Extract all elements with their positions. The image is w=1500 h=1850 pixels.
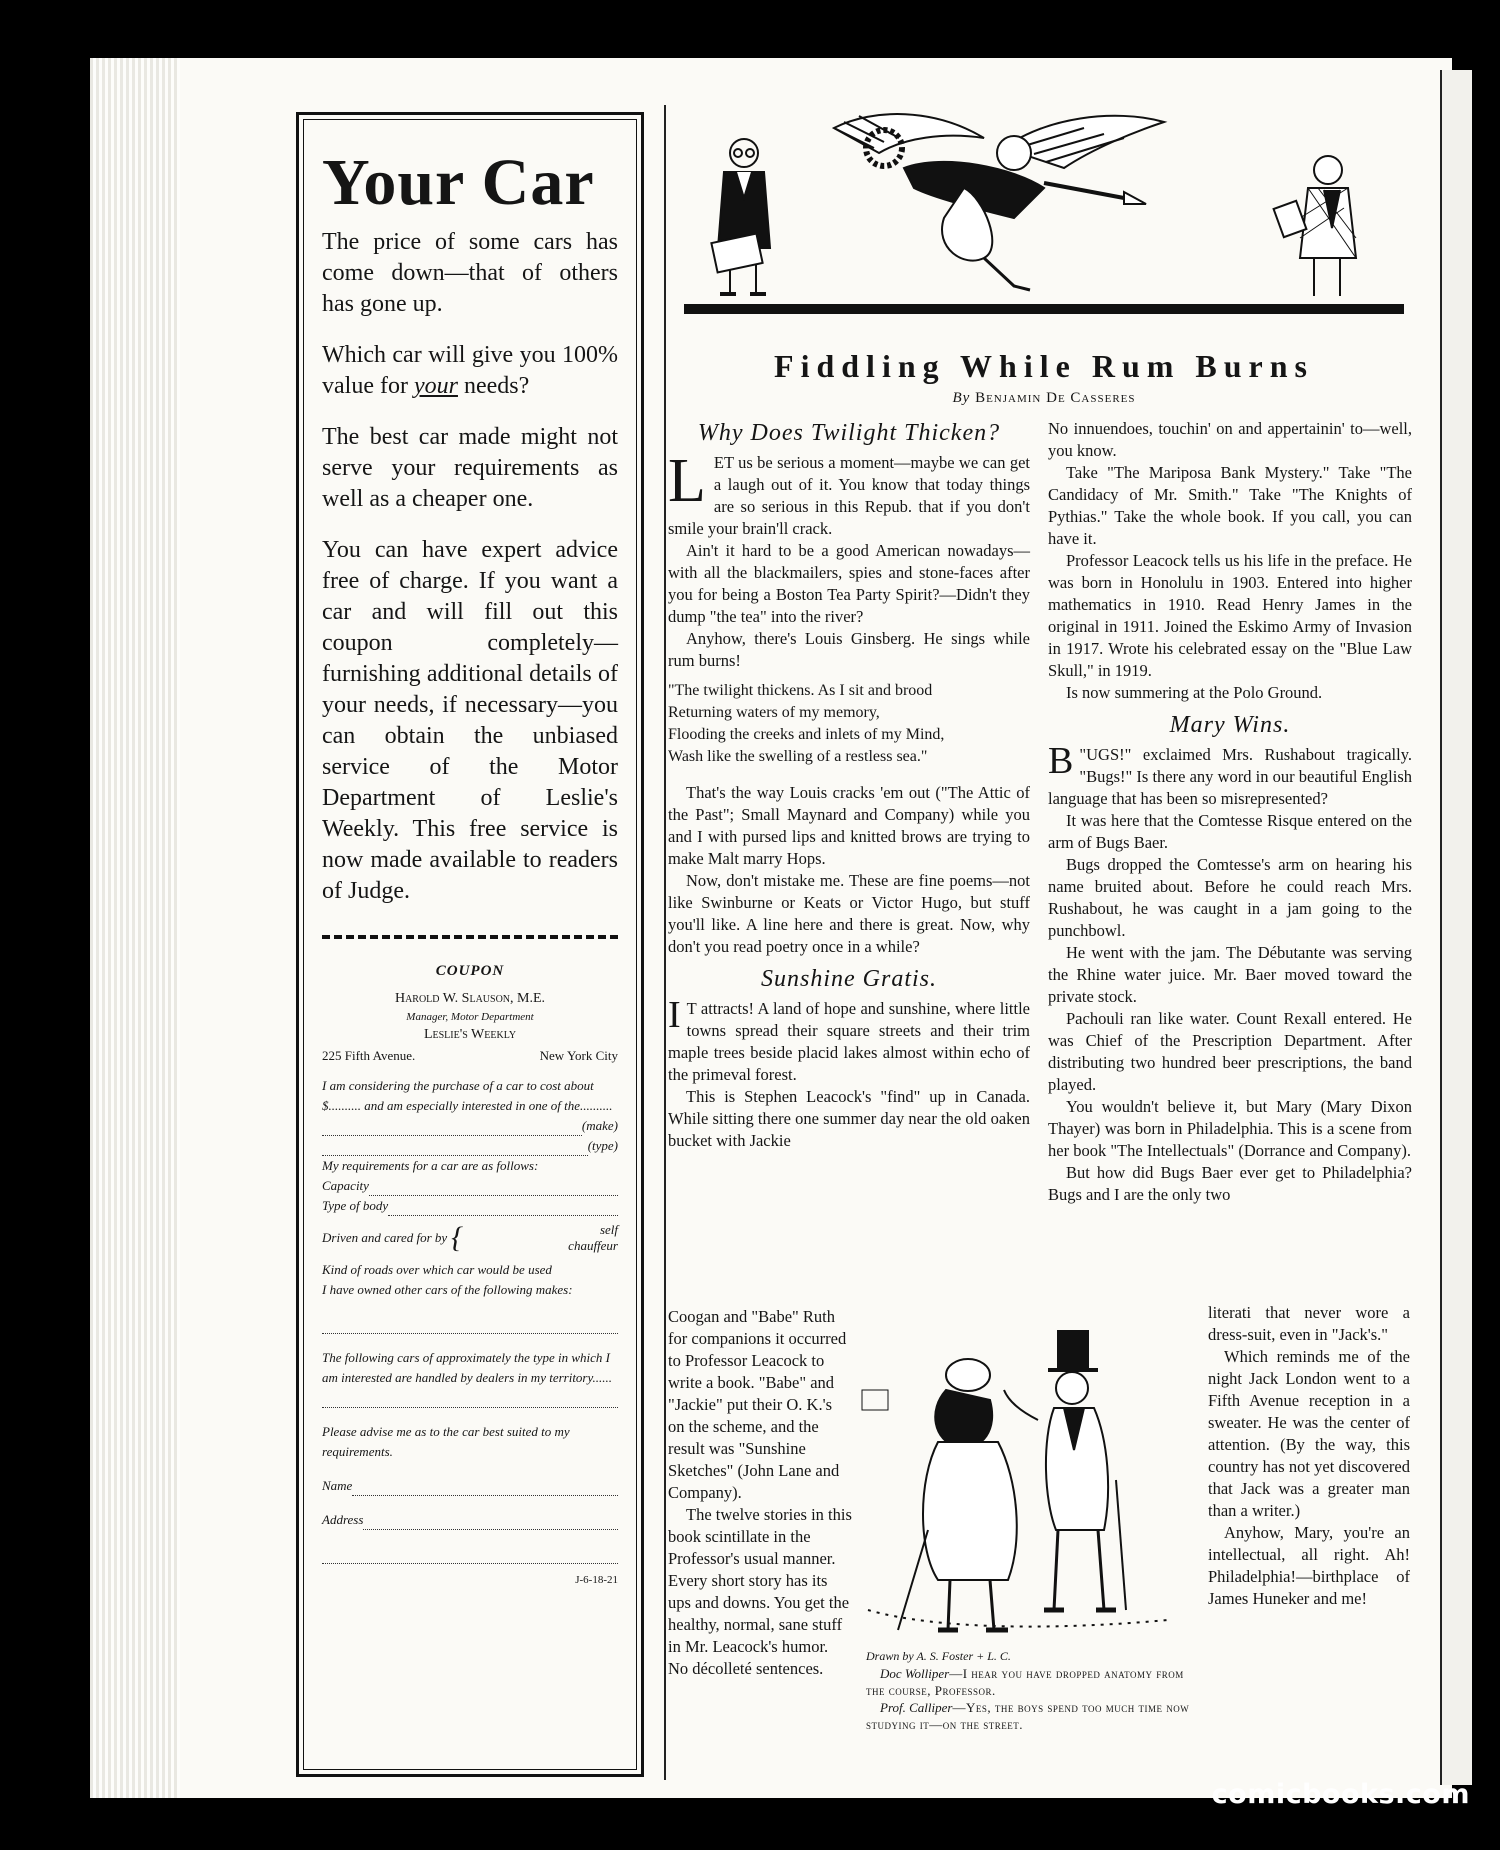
article-title: Fiddling While Rum Burns (774, 348, 1314, 384)
poem-quote: "The twilight thickens. As I sit and brood Returning waters of my memory, Flooding the creeks and inlets of my Mind, Wash like the swelling of a restless sea." (668, 682, 945, 765)
paragraph: Anyhow, there's Louis Ginsberg. He sings while rum burns! (668, 629, 1030, 670)
coupon-heading: COUPON (435, 963, 505, 980)
article-column-right (1048, 418, 1412, 1206)
section-heading-twilight: Why Does Twilight Thicken? (697, 420, 1001, 446)
caption-line-1: Doc Wolliper—I hear you have dropped anatomy from the course, Professor. (866, 1666, 1184, 1698)
coupon-address-line: Address (322, 1510, 618, 1530)
paragraph: That's the way Louis cracks 'em out ("The Attic of the Past"; Small Maynard and Company) while you and I with pursed lips and knitted brows are trying to make Malt marry Hops. (668, 783, 1030, 868)
coupon-requirements: My requirements for a car are as follows: (322, 1158, 539, 1174)
ad-paragraph-4: You can have expert advice free of charge. If you want a car and will fill out this coupon completely—furnishing additional details of your needs, if necessary—you can obtain the unbiased service of the Motor Department of Leslie's Weekly. This free service is now made available to readers of Judge. (322, 537, 618, 905)
watermark: comicbooks.com (1211, 1779, 1470, 1810)
paragraph: It was here that the Comtesse Risque entered on the arm of Bugs Baer. (1048, 811, 1412, 852)
paragraph: Bugs dropped the Comtesse's arm on hearing his name bruited about. Before he could reach Mrs. Rushabout, he was caught in a jam going to the punchbowl. (1048, 855, 1412, 940)
article-column-left-narrow (668, 1306, 852, 1680)
coupon-blank-line (322, 1388, 618, 1408)
paragraph: No innuendoes, touchin' on and appertainin' to—well, you know. (1048, 419, 1412, 460)
cartoon-caption (866, 1648, 1200, 1733)
coupon-line-purchase: I am considering the purchase of a car to cost about $.......... and am especially interested in one of the.......... (322, 1078, 613, 1114)
coupon-addressee: Harold W. Slauson, M.E. Manager, Motor Department Leslie's Weekly (394, 991, 546, 1043)
coupon-code: J-6-18-21 (575, 1574, 618, 1587)
section-heading-sunshine: Sunshine Gratis. (760, 966, 937, 992)
paragraph: " B UGS!" exclaimed Mrs. Rushabout tragically. "Bugs!" Is there any word in our beautiful English language that has been so misrepresented? (1048, 740, 1412, 808)
next-page-edge (1440, 70, 1472, 1785)
paragraph: Professor Leacock tells us his life in the preface. He was born in Honolulu in 1903. Entered into higher mathematics in 1910. Read Henry James in the original in 1911. Joined the Eskimo Army of Invasion in 1917. Wrote his celebrated essay on the "Blue Law Skull," in 1919. (1048, 551, 1412, 680)
ad-paragraph-3: The best car made might not serve your requirements as well as a cheaper one. (322, 424, 618, 513)
coupon-capacity-line: Capacity (322, 1176, 618, 1196)
ad-paragraph-2: Which car will give you 100% value for your needs? (322, 342, 618, 400)
paragraph: literati that never wore a dress-suit, even in "Jack's." (1208, 1303, 1410, 1344)
paragraph: Take "The Mariposa Bank Mystery." Take "The Candidacy of Mr. Smith." Take "The Knights of Pythias." Take the whole book. If you call, you can have it. (1048, 463, 1412, 548)
column-rule (664, 105, 666, 1780)
paragraph: Now, don't mistake me. These are fine poems—not like Swinburne or Keats or Victor Hugo, but stuff you'll like. A line here and there is great. Now, why don't you read poetry once in a while? (668, 871, 1030, 956)
inline-cartoon-illustration (858, 1330, 1180, 1650)
paragraph: You wouldn't believe it, but Mary (Mary Dixon Thayer) was born in Philadelphia. This is a scene from her book "The Intellectuals" (Dorrance and Company). (1048, 1097, 1412, 1160)
paragraph: Is now summering at the Polo Ground. (1066, 683, 1323, 702)
ad-paragraph-1: The price of some cars has come down—that of others has gone up. (322, 229, 618, 318)
article-column-left (668, 418, 1030, 1152)
paragraph: The twelve stories in this book scintillate in the Professor's usual manner. Every short story has its ups and downs. You get the healthy, normal, sane stuff in Mr. Leacock's humor. No décolleté sentences. (668, 1505, 852, 1678)
coupon-owned: I have owned other cars of the following makes: (322, 1282, 573, 1298)
ad-title: Your Car (322, 146, 595, 219)
car-advertisement (296, 112, 644, 1777)
coupon-driven-line: Driven and cared for by { self chauffeur (322, 1221, 618, 1255)
coupon-roads: Kind of roads over which car would be used (322, 1262, 552, 1278)
cartoon-credit: Drawn by A. S. Foster + L. C. (866, 1649, 1011, 1663)
coupon-dealers: The following cars of approximately the type in which I am interested are handled by dealers in my territory...... (322, 1350, 613, 1386)
header-cartoon-illustration (684, 108, 1404, 320)
coupon-make-line: (make) (322, 1116, 618, 1136)
paragraph: Anyhow, Mary, you're an intellectual, all right. Ah! Philadelphia!—birthplace of James Huneker and me! (1208, 1523, 1410, 1608)
page-edges (90, 58, 180, 1798)
paragraph: Which reminds me of the night Jack London went to a Fifth Avenue reception in a sweater. He was the center of attention. (By the way, this country has not yet discovered that Jack was a greater man than a writer.) (1208, 1347, 1410, 1520)
coupon-advise: Please advise me as to the car best suited to my requirements. (322, 1424, 570, 1460)
paragraph: Pachouli ran like water. Count Rexall entered. He was Chief of the Prescription Department. After distributing two hundred beer prescriptions, the band played. (1048, 1009, 1412, 1094)
paragraph: But how did Bugs Baer ever get to Philadelphia? Bugs and I are the only two (1048, 1163, 1412, 1204)
byline: By Benjamin De Casseres (952, 390, 1136, 406)
coupon-name-line: Name (322, 1476, 618, 1496)
coupon-cut-line (322, 935, 618, 939)
paragraph: This is Stephen Leacock's "find" up in Canada. While sitting there one summer day near the old oaken bucket with Jackie (668, 1087, 1030, 1150)
paragraph: Ain't it hard to be a good American nowadays—with all the blackmailers, spies and stone-faces after you for being a Boston Tea Party Spirit?—Didn't they dump "the tea" into the river? (668, 541, 1030, 626)
paragraph: He went with the jam. The Débutante was serving the Rhine water juice. Mr. Baer moved toward the private stock. (1048, 943, 1412, 1006)
paragraph: Coogan and "Babe" Ruth for companions it occurred to Professor Leacock to write a book. "Babe" and "Jackie" put their O. K.'s on the scheme, and the result was "Sunshine Sketches" (John Lane and Company). (668, 1307, 847, 1502)
coupon-type-line: (type) (322, 1136, 618, 1156)
caption-line-2: Prof. Calliper—Yes, the boys spend too much time now studying it—on the street. (866, 1700, 1190, 1732)
coupon-body-line: Type of body (322, 1196, 618, 1216)
coupon-blank-line (322, 1544, 618, 1564)
coupon-address-row: 225 Fifth Avenue. New York City (322, 1048, 618, 1064)
coupon-blank-line (322, 1314, 618, 1334)
paragraph: I T attracts! A land of hope and sunshine, where little towns spread their square streets and their trim maple trees beside placid lakes almost within echo of the primeval forest. (668, 994, 1030, 1084)
article-column-right-narrow (1208, 1302, 1410, 1610)
section-heading-mary: Mary Wins. (1169, 712, 1291, 738)
paragraph: LET us be serious a moment—maybe we can get a laugh out of it. You know that today things are so serious in this Repub. that if you don't smile your brain'll crack. (668, 447, 1030, 538)
coupon-form (322, 1076, 618, 1564)
